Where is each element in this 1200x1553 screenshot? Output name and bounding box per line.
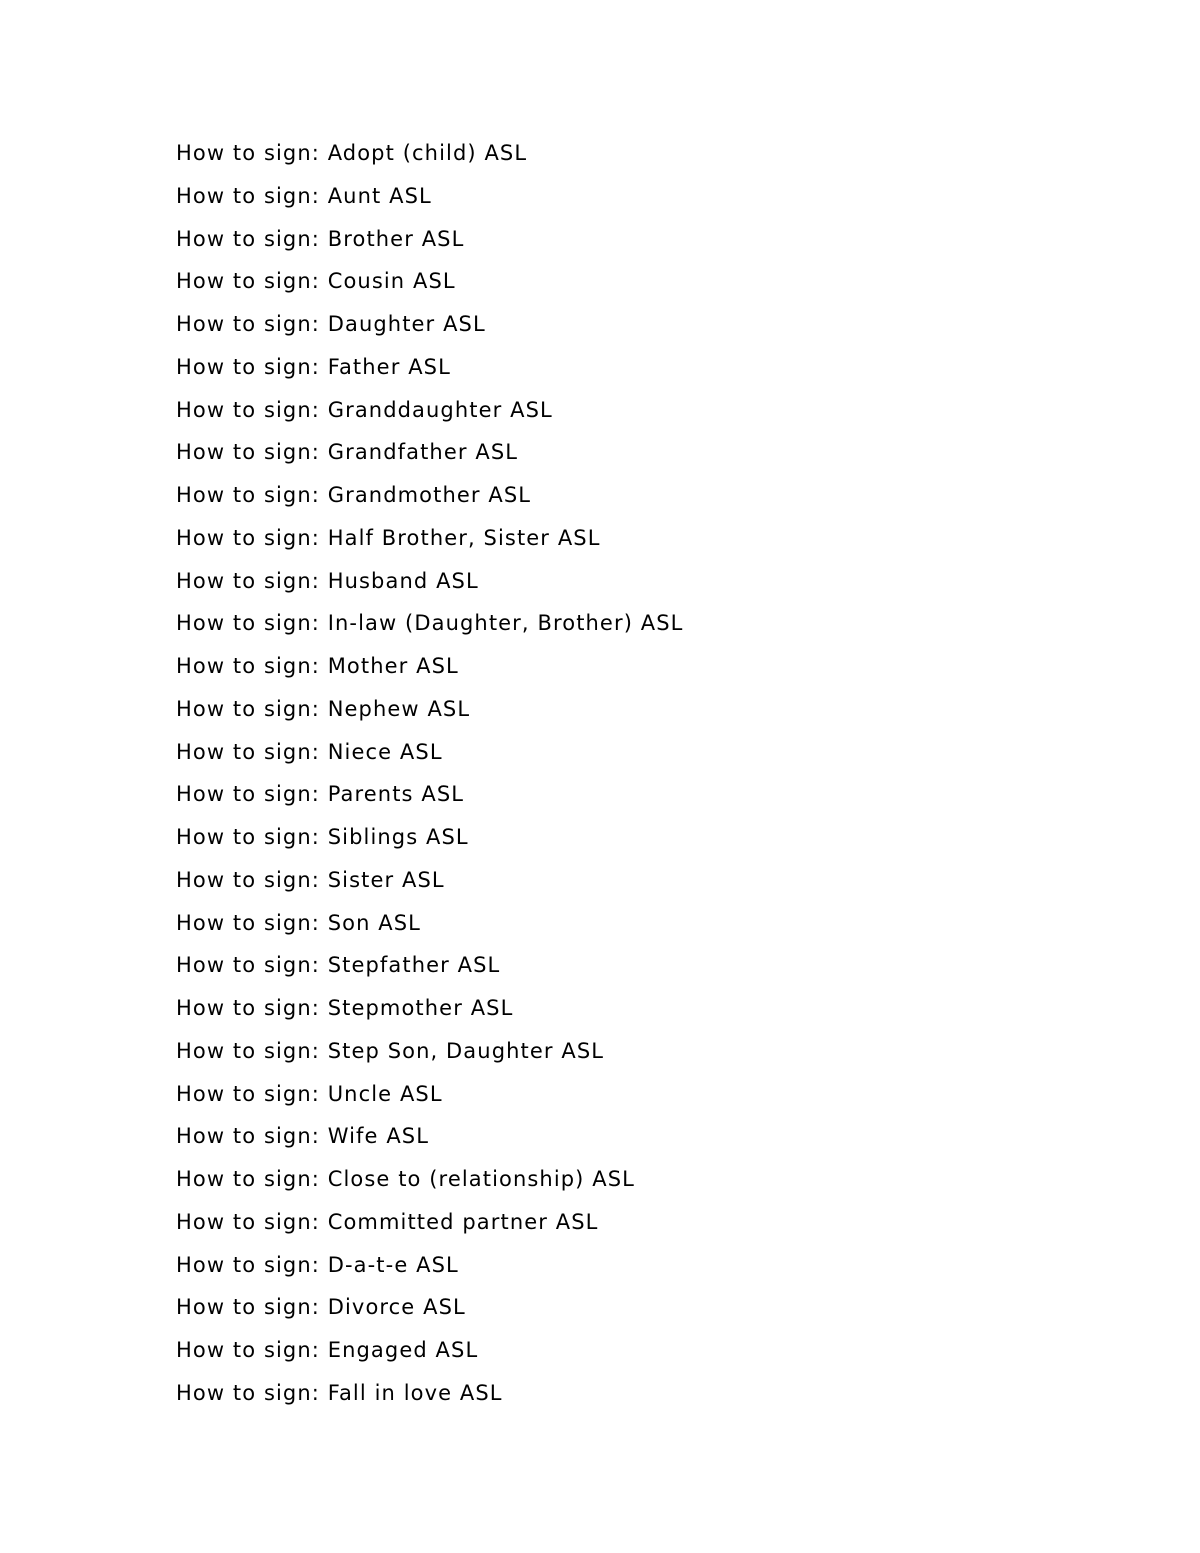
entry-stepmother: How to sign: Stepmother ASL: [176, 996, 514, 1020]
entry-half-brother-sister: How to sign: Half Brother, Sister ASL: [176, 525, 601, 550]
entry-divorce: How to sign: Divorce ASL: [176, 1295, 466, 1320]
entry-aunt: How to sign: Aunt ASL: [176, 183, 432, 208]
entry-grandfather: How to sign: Grandfather ASL: [176, 440, 519, 465]
entry-stepfather: How to sign: Stepfather ASL: [176, 953, 501, 978]
entry-uncle: How to sign: Uncle ASL: [176, 1081, 443, 1106]
entry-daughter: How to sign: Daughter ASL: [176, 312, 486, 336]
entry-grandmother: How to sign: Grandmother ASL: [176, 483, 532, 507]
entry-mother: How to sign: Mother ASL: [176, 654, 459, 678]
entry-adopt-child: How to sign: Adopt (child) ASL: [176, 141, 528, 165]
entry-niece: How to sign: Niece ASL: [176, 739, 443, 764]
entry-wife: How to sign: Wife ASL: [176, 1124, 430, 1149]
entry-close-to: How to sign: Close to (relationship) ASL: [176, 1167, 635, 1191]
entry-in-law: How to sign: In-law (Daughter, Brother) ASL: [176, 611, 684, 636]
entry-fall-in-love: How to sign: Fall in love ASL: [176, 1380, 503, 1405]
entry-sister: How to sign: Sister ASL: [176, 867, 445, 892]
entry-step-son-daughter: How to sign: Step Son, Daughter ASL: [176, 1038, 605, 1063]
entry-husband: How to sign: Husband ASL: [176, 568, 479, 593]
entry-granddaughter: How to sign: Granddaughter ASL: [176, 397, 553, 422]
entry-committed-partner: How to sign: Committed partner ASL: [176, 1209, 599, 1234]
entry-son: How to sign: Son ASL: [176, 910, 421, 935]
entry-parents: How to sign: Parents ASL: [176, 782, 465, 807]
entry-nephew: How to sign: Nephew ASL: [176, 696, 471, 721]
entry-father: How to sign: Father ASL: [176, 354, 451, 379]
entry-brother: How to sign: Brother ASL: [176, 226, 465, 251]
entry-siblings: How to sign: Siblings ASL: [176, 825, 469, 849]
entry-d-a-t-e: How to sign: D-a-t-e ASL: [176, 1252, 459, 1277]
entry-cousin: How to sign: Cousin ASL: [176, 269, 456, 294]
entry-engaged: How to sign: Engaged ASL: [176, 1338, 479, 1362]
entry-list: [176, 138, 683, 1421]
